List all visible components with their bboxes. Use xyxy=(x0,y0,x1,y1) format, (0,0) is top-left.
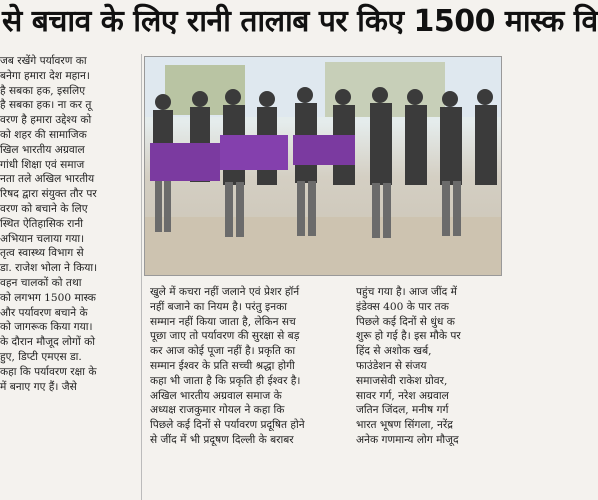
text-line: स्थित ऐतिहासिक रानी xyxy=(0,217,83,230)
text-line: को शहर की सामाजिक xyxy=(0,128,87,141)
text-line: भारत भूषण सिंगला, नरेंद्र xyxy=(356,419,453,432)
text-line: पूछा जाए तो पर्यावरण की सुरक्षा से बड़ xyxy=(150,330,300,343)
text-line: वरण को बचाने के लिए xyxy=(0,202,88,215)
text-line: अखिल भारतीय अग्रवाल समाज के xyxy=(150,389,282,402)
news-photo xyxy=(144,56,502,276)
text-line: खिल भारतीय अग्रवाल xyxy=(0,143,85,156)
text-line: कर आज कोई पूजा नहीं है। प्रकृति का xyxy=(150,345,296,358)
text-line: वहन चालकों को तथा xyxy=(0,276,82,289)
text-line: इंडेक्स 400 के पार तक xyxy=(356,300,449,313)
column-divider xyxy=(141,54,142,500)
text-line: में बनाए गए हैं। जैसे xyxy=(0,380,77,393)
text-line: डा. राजेश भोला ने किया। xyxy=(0,262,98,275)
text-line: शुरू हो गई है। इस मौके पर xyxy=(356,330,461,343)
text-line: जब रखेंगे पर्यावरण का xyxy=(0,55,87,67)
text-line: समाजसेवी राकेश ग्रोवर, xyxy=(356,374,448,387)
placard xyxy=(293,135,355,165)
text-line: अभियान चलाया गया। xyxy=(0,232,85,245)
text-line: अध्यक्ष राजकुमार गोयल ने कहा कि xyxy=(150,404,285,417)
text-line: तृत्व स्वास्थ्य विभाग से xyxy=(0,247,84,260)
text-line: बनेगा हमारा देश महान। xyxy=(0,69,90,82)
text-line: पिछले कई दिनों से धुंध क xyxy=(356,315,455,328)
text-line: सम्मान ईश्वर के प्रति सच्ची श्रद्धा होगी xyxy=(150,359,295,372)
text-line: रिषद द्वारा संयुक्त तौर पर xyxy=(0,188,97,201)
text-line: हुए, डिप्टी एमएस डा. xyxy=(0,350,82,363)
text-line: पहुंच गया है। आज जींद में xyxy=(356,286,457,298)
text-line: सम्मान नहीं किया जाता है, लेकिन सच xyxy=(150,315,296,328)
text-line: खुले में कचरा नहीं जलाने एवं प्रेशर हॉर्न xyxy=(150,286,300,298)
placard xyxy=(150,143,220,181)
text-line: है सबका हक, इसलिए xyxy=(0,84,86,97)
right-column xyxy=(356,285,500,500)
text-line: को लगभग 1500 मास्क xyxy=(0,291,96,304)
text-line: है सबका हक। ना कर तू xyxy=(0,99,92,112)
text-line: फाउंडेशन से संजय xyxy=(356,359,427,372)
text-line: नता तले अखिल भारतीय xyxy=(0,173,95,186)
text-line: नहीं बजाने का नियम है। परंतु इनका xyxy=(150,300,287,313)
text-line: सावर गर्ग, नरेश अग्रवाल xyxy=(356,389,449,402)
text-line: पिछले कई दिनों से पर्यावरण प्रदूषित होने xyxy=(150,419,305,432)
left-column xyxy=(0,54,140,500)
text-line: वरण है हमारा उद्देश्य को xyxy=(0,114,92,127)
text-line: कहा भी जाता है कि प्रकृति ही ईश्वर है। xyxy=(150,374,301,387)
text-line: से जींद में भी प्रदूषण दिल्ली के बराबर xyxy=(150,433,294,446)
text-line: जतिन जिंदल, मनीष गर्ग xyxy=(356,404,449,417)
text-line: अनेक गणमान्य लोग मौजूद xyxy=(356,433,459,446)
text-line: के दौरान मौजूद लोगों को xyxy=(0,336,96,349)
text-line: गांधी शिक्षा एवं समाज xyxy=(0,158,85,171)
middle-column xyxy=(150,285,350,500)
headline: से बचाव के लिए रानी तालाब पर किए 1500 मास्क वि xyxy=(2,4,598,39)
text-line: कहा कि पर्यावरण रक्षा के xyxy=(0,365,97,378)
placard xyxy=(220,135,288,170)
group-photo-icon xyxy=(145,57,501,275)
text-line: और पर्यावरण बचाने के xyxy=(0,306,88,319)
text-line: हिंद से अशोक खर्ब, xyxy=(356,345,432,358)
text-line: को जागरूक किया गया। xyxy=(0,321,93,334)
